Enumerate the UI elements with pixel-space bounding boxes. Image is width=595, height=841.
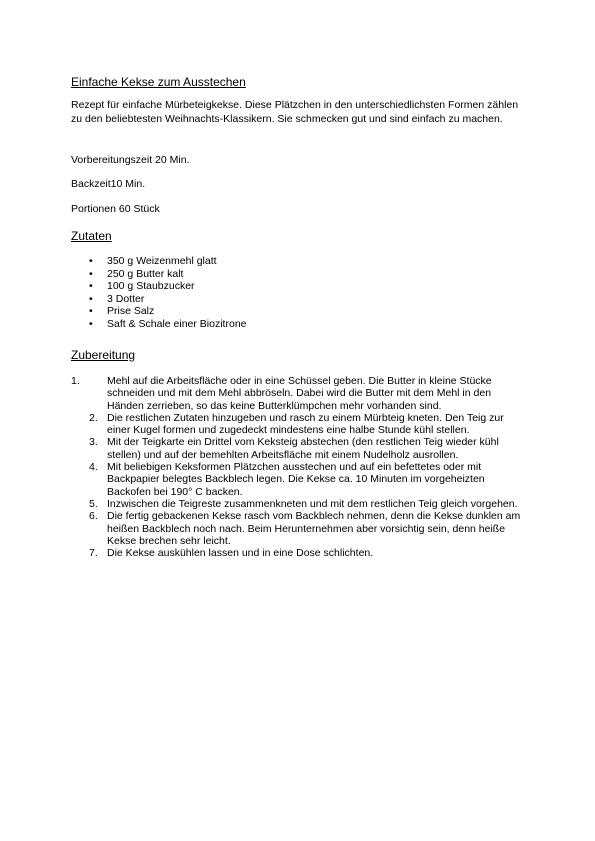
list-item: • Saft & Schale einer Biozitrone	[89, 317, 247, 330]
step-number: 3.	[89, 436, 98, 449]
step-item	[71, 436, 526, 461]
step-number: 2.	[89, 411, 98, 424]
portions: Portionen 60 Stück	[71, 203, 160, 215]
list-item: • 250 g Butter kalt	[89, 267, 184, 280]
bake-time: Backzeit10 Min.	[71, 178, 146, 190]
step-text: Die Kekse auskühlen lassen und in eine Dose schlichten.	[107, 547, 374, 560]
step-item	[71, 498, 526, 510]
step-number: 7.	[89, 547, 98, 560]
ingredients-list	[71, 255, 247, 331]
list-item: • 350 g Weizenmehl glatt	[89, 255, 217, 267]
intro-paragraph: Rezept für einfache Mürbeteigkekse. Diese Plätzchen in den unterschiedlichsten Formen zählen zu den beliebtesten Weihnachts-Klassikern. Sie schmecken gut und sind einfach zu machen.	[71, 99, 519, 125]
preparation-heading: Zubereitung	[71, 348, 136, 362]
step-item	[71, 461, 526, 498]
step-text: Die fertig gebackenen Kekse rasch vom Backblech nehmen, denn die Kekse dunklen am heißen Backblech noch nach. Beim Herunternehmen aber vorsichtig sein, denn heiße Kekse brechen sehr leicht.	[107, 510, 521, 547]
step-number: 1.	[71, 375, 80, 387]
prep-time: Vorbereitungszeit 20 Min.	[71, 154, 190, 166]
step-number: 6.	[89, 510, 98, 523]
step-text: Mit beliebigen Keksformen Plätzchen ausstechen und auf ein befettetes oder mit Backpapier belegtes Backblech legen. Die Kekse ca. 10 Minuten im vorgeheizten Backofen bei 190° C backen.	[107, 461, 485, 498]
step-text: Mehl auf die Arbeitsfläche oder in eine Schüssel geben. Die Butter in kleine Stücke schneiden und mit dem Mehl abbröseln. Dabei wird die Butter mit dem Mehl in den Händen zerrieben, so das keine Butterklümpchen mehr vorhanden sind.	[107, 375, 492, 412]
step-item	[71, 375, 526, 412]
preparation-steps	[71, 375, 526, 559]
step-text: Inzwischen die Teigreste zusammenkneten und mit dem restlichen Teig gleich vorgehen.	[107, 497, 518, 510]
step-text: Mit der Teigkarte ein Drittel vom Keksteig abstechen (den restlichen Teig wieder kühl stellen) und auf der bemehlten Arbeitsfläche mit einem Nudelholz ausrollen.	[107, 436, 499, 461]
bullet-icon: •	[89, 255, 93, 267]
step-text: Die restlichen Zutaten hinzugeben und rasch zu einem Mürbteig kneten. Den Teig zur einer Kugel formen und zugedeckt mindestens eine halbe Stunde kühl stellen.	[107, 411, 504, 437]
bullet-icon: •	[89, 280, 93, 293]
ingredients-heading: Zutaten	[71, 229, 112, 243]
step-item	[71, 547, 526, 559]
bullet-icon: •	[89, 317, 93, 330]
bullet-icon: •	[89, 267, 93, 280]
bullet-icon: •	[89, 305, 93, 318]
step-number: 4.	[89, 461, 98, 474]
bullet-icon: •	[89, 292, 93, 305]
list-item: • 100 g Staubzucker	[89, 280, 195, 293]
list-item: • 3 Dotter	[89, 292, 145, 305]
recipe-title: Einfache Kekse zum Ausstechen	[71, 75, 246, 89]
step-number: 5.	[89, 497, 98, 510]
list-item: • Prise Salz	[89, 305, 155, 318]
step-item	[71, 412, 526, 437]
step-item	[71, 510, 526, 547]
